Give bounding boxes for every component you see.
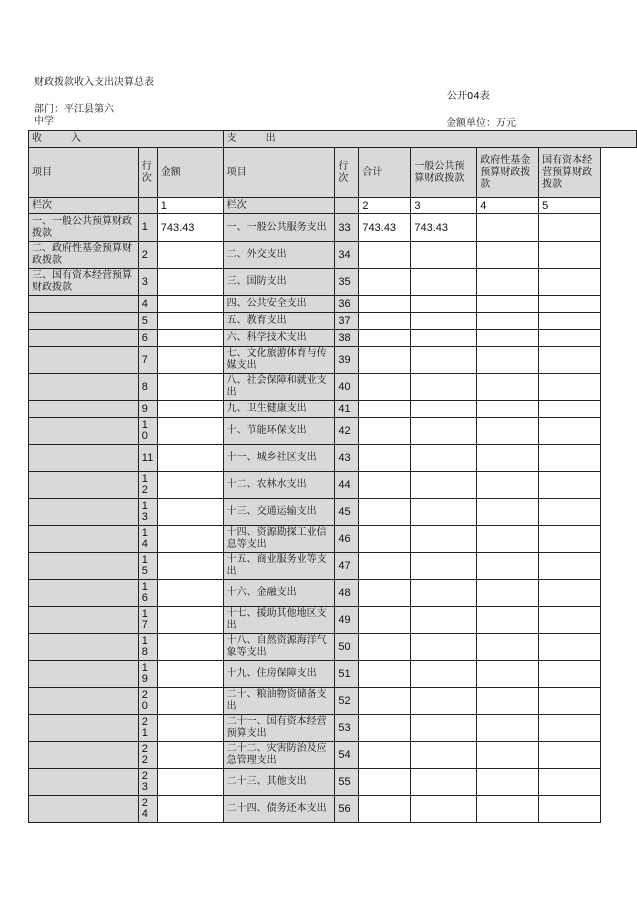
income-row-no-cell: 19 [138, 661, 157, 688]
income-row-no-cell: 8 [138, 374, 157, 401]
table-row [29, 526, 637, 553]
income-item-cell [29, 374, 139, 401]
table-row [29, 347, 637, 374]
total-cell [359, 742, 411, 769]
col-no-amount: 1 [157, 198, 223, 214]
income-item-cell [29, 580, 139, 607]
income-item-cell [29, 769, 139, 796]
state-capital-cell [539, 296, 601, 313]
state-capital-cell [539, 445, 601, 472]
table-row [29, 499, 637, 526]
expense-item-cell: 十、节能环保支出 [223, 418, 335, 445]
income-row-no-cell: 1 [138, 214, 157, 242]
table-row [29, 688, 637, 715]
amount-cell [157, 296, 223, 313]
expense-row-no-cell: 41 [335, 401, 359, 418]
expense-item-cell: 五、教育支出 [223, 313, 335, 330]
expense-item-cell: 十八、自然资源海洋气象等支出 [223, 634, 335, 661]
gov-fund-cell [477, 553, 539, 580]
income-row-no-cell: 16 [138, 580, 157, 607]
table-row [29, 374, 637, 401]
total-cell [359, 374, 411, 401]
expense-item-cell: 三、国防支出 [223, 269, 335, 296]
general-budget-cell [411, 445, 477, 472]
table-row [29, 796, 637, 823]
total-cell [359, 269, 411, 296]
income-row-no-cell: 23 [138, 769, 157, 796]
amount-cell [157, 796, 223, 823]
state-capital-cell [539, 499, 601, 526]
amount-cell [157, 330, 223, 347]
department-label: 部门：平江县第六中学 [34, 104, 114, 127]
table-row [29, 269, 637, 296]
gov-fund-cell [477, 330, 539, 347]
col-no-state-capital: 5 [539, 198, 601, 214]
unit-label: 金额单位：万元 [446, 118, 516, 129]
expense-row-no-cell: 43 [335, 445, 359, 472]
table-row [29, 472, 637, 499]
section-header-row [29, 131, 637, 148]
total-cell [359, 296, 411, 313]
gov-fund-cell [477, 769, 539, 796]
state-capital-cell [539, 526, 601, 553]
state-capital-cell [539, 401, 601, 418]
col-no-gen-budget: 3 [411, 198, 477, 214]
total-cell: 743.43 [359, 214, 411, 242]
general-budget-cell [411, 347, 477, 374]
expense-row-no-cell: 40 [335, 374, 359, 401]
state-capital-cell [539, 214, 601, 242]
gov-fund-cell [477, 634, 539, 661]
expense-row-no-cell: 33 [335, 214, 359, 242]
expense-row-no-cell: 53 [335, 715, 359, 742]
income-item-cell [29, 634, 139, 661]
income-item-cell [29, 418, 139, 445]
expense-row-no-cell: 39 [335, 347, 359, 374]
state-capital-cell [539, 347, 601, 374]
gov-fund-cell [477, 445, 539, 472]
total-cell [359, 715, 411, 742]
table-row [29, 242, 637, 269]
income-row-no-cell: 5 [138, 313, 157, 330]
income-row-no-cell: 3 [138, 269, 157, 296]
gov-fund-cell [477, 296, 539, 313]
income-row-no-cell: 11 [138, 445, 157, 472]
income-item-cell [29, 688, 139, 715]
amount-cell [157, 769, 223, 796]
gov-fund-cell [477, 688, 539, 715]
total-cell [359, 580, 411, 607]
income-row-no-cell: 12 [138, 472, 157, 499]
expense-item-cell: 二、外交支出 [223, 242, 335, 269]
income-row-no-cell: 9 [138, 401, 157, 418]
total-cell [359, 401, 411, 418]
general-budget-cell [411, 526, 477, 553]
gov-fund-cell [477, 661, 539, 688]
expense-item-cell: 十二、农林水支出 [223, 472, 335, 499]
table-row [29, 715, 637, 742]
amount-cell [157, 661, 223, 688]
income-row-no-cell: 4 [138, 296, 157, 313]
amount-cell [157, 242, 223, 269]
column-header-row [29, 148, 637, 198]
total-cell [359, 445, 411, 472]
expense-item-cell: 十四、资源勘探工业信息等支出 [223, 526, 335, 553]
income-row-no-cell: 15 [138, 553, 157, 580]
state-capital-cell [539, 607, 601, 634]
general-budget-cell [411, 418, 477, 445]
general-budget-cell [411, 499, 477, 526]
income-item-cell: 三、国有资本经营预算财政拨款 [29, 269, 139, 296]
income-row-no-cell: 10 [138, 418, 157, 445]
col-no-gov-fund: 4 [477, 198, 539, 214]
income-item-cell [29, 296, 139, 313]
expense-row-no-cell: 35 [335, 269, 359, 296]
expense-row-no-cell: 56 [335, 796, 359, 823]
income-item-cell [29, 742, 139, 769]
col-no-label-2: 栏次 [223, 198, 335, 214]
income-row-no-cell: 18 [138, 634, 157, 661]
table-row [29, 296, 637, 313]
income-item-cell [29, 330, 139, 347]
amount-cell [157, 472, 223, 499]
general-budget-cell [411, 374, 477, 401]
table-row [29, 401, 637, 418]
expense-row-no-cell: 37 [335, 313, 359, 330]
general-budget-cell [411, 580, 477, 607]
income-item-cell [29, 715, 139, 742]
income-row-no-cell: 22 [138, 742, 157, 769]
amount-cell [157, 269, 223, 296]
general-budget-cell [411, 242, 477, 269]
amount-cell [157, 580, 223, 607]
expense-row-no-cell: 38 [335, 330, 359, 347]
amount-cell [157, 526, 223, 553]
table-row [29, 742, 637, 769]
income-item-cell: 二、政府性基金预算财政拨款 [29, 242, 139, 269]
expense-item-cell: 二十三、其他支出 [223, 769, 335, 796]
income-row-no-cell: 21 [138, 715, 157, 742]
col-no-label: 栏次 [29, 198, 139, 214]
income-item-cell [29, 401, 139, 418]
state-capital-cell [539, 769, 601, 796]
total-cell [359, 472, 411, 499]
income-item-cell [29, 445, 139, 472]
table-row [29, 580, 637, 607]
state-capital-cell [539, 688, 601, 715]
expense-row-no-cell: 46 [335, 526, 359, 553]
expense-row-no-cell: 48 [335, 580, 359, 607]
state-capital-cell [539, 634, 601, 661]
general-budget-cell [411, 688, 477, 715]
income-item-cell: 一、一般公共预算财政拨款 [29, 214, 139, 242]
total-cell [359, 796, 411, 823]
general-budget-cell [411, 401, 477, 418]
expense-row-no-cell: 55 [335, 769, 359, 796]
gov-fund-cell [477, 401, 539, 418]
expense-item-cell: 十六、金融支出 [223, 580, 335, 607]
expense-item-cell: 九、卫生健康支出 [223, 401, 335, 418]
income-item-cell [29, 796, 139, 823]
state-capital-cell [539, 553, 601, 580]
expense-row-no-header: 行次 [335, 148, 359, 198]
state-capital-cell [539, 330, 601, 347]
gov-fund-cell [477, 742, 539, 769]
gov-fund-cell [477, 580, 539, 607]
expense-row-no-cell: 50 [335, 634, 359, 661]
state-capital-cell [539, 472, 601, 499]
amount-cell [157, 742, 223, 769]
gov-fund-cell [477, 214, 539, 242]
table-row [29, 214, 637, 242]
total-cell [359, 661, 411, 688]
gov-fund-cell [477, 796, 539, 823]
income-item-cell [29, 347, 139, 374]
income-row-no-cell: 24 [138, 796, 157, 823]
state-capital-cell [539, 580, 601, 607]
expense-row-no-cell: 51 [335, 661, 359, 688]
gov-fund-cell [477, 313, 539, 330]
income-item-cell [29, 607, 139, 634]
total-cell [359, 499, 411, 526]
general-budget-cell [411, 296, 477, 313]
amount-cell [157, 634, 223, 661]
expense-item-cell: 七、文化旅游体育与传媒支出 [223, 347, 335, 374]
total-cell [359, 634, 411, 661]
income-row-no-cell: 2 [138, 242, 157, 269]
gov-fund-cell [477, 526, 539, 553]
total-cell [359, 607, 411, 634]
table-row [29, 553, 637, 580]
income-row-no-cell: 6 [138, 330, 157, 347]
state-capital-cell [539, 313, 601, 330]
expense-row-no-cell: 52 [335, 688, 359, 715]
income-row-no-cell: 17 [138, 607, 157, 634]
state-capital-cell [539, 418, 601, 445]
income-row-no-cell: 13 [138, 499, 157, 526]
income-item-cell [29, 472, 139, 499]
expense-item-cell: 十九、住房保障支出 [223, 661, 335, 688]
expense-item-cell: 二十四、债务还本支出 [223, 796, 335, 823]
state-capital-cell [539, 374, 601, 401]
gov-fund-header: 政府性基金预算财政拨款 [477, 148, 539, 198]
general-budget-cell [411, 472, 477, 499]
gov-fund-cell [477, 242, 539, 269]
table-row [29, 445, 637, 472]
income-row-no-cell: 20 [138, 688, 157, 715]
amount-cell [157, 418, 223, 445]
expense-item-cell: 十七、援助其他地区支出 [223, 607, 335, 634]
state-capital-cell [539, 796, 601, 823]
total-cell [359, 769, 411, 796]
expense-item-cell: 二十、粮油物资储备支出 [223, 688, 335, 715]
table-row [29, 330, 637, 347]
income-item-cell [29, 499, 139, 526]
state-capital-header: 国有资本经营预算财政拨款 [539, 148, 601, 198]
expense-row-no-cell: 36 [335, 296, 359, 313]
general-budget-cell [411, 313, 477, 330]
general-budget-cell [411, 553, 477, 580]
table-row [29, 634, 637, 661]
amount-cell [157, 499, 223, 526]
total-cell [359, 242, 411, 269]
general-budget-cell [411, 634, 477, 661]
gov-fund-cell [477, 499, 539, 526]
expense-item-cell: 十一、城乡社区支出 [223, 445, 335, 472]
general-budget-cell [411, 715, 477, 742]
amount-cell [157, 374, 223, 401]
income-row-no-header: 行次 [138, 148, 157, 198]
state-capital-cell [539, 269, 601, 296]
gov-fund-cell [477, 269, 539, 296]
expense-row-no-cell: 34 [335, 242, 359, 269]
expense-row-no-cell: 45 [335, 499, 359, 526]
total-cell [359, 688, 411, 715]
total-cell [359, 330, 411, 347]
expense-item-cell: 二十一、国有资本经营预算支出 [223, 715, 335, 742]
expense-item-cell: 二十二、灾害防治及应急管理支出 [223, 742, 335, 769]
total-cell [359, 553, 411, 580]
general-budget-cell [411, 742, 477, 769]
gov-fund-cell [477, 347, 539, 374]
expense-row-no-cell: 47 [335, 553, 359, 580]
total-cell [359, 526, 411, 553]
state-capital-cell [539, 661, 601, 688]
income-section-header: 收 入 [29, 131, 224, 148]
gov-fund-cell [477, 715, 539, 742]
expense-item-cell: 十三、交通运输支出 [223, 499, 335, 526]
col-no-total: 2 [359, 198, 411, 214]
amount-cell: 743.43 [157, 214, 223, 242]
table-row [29, 313, 637, 330]
general-budget-header: 一般公共预算财政拨款 [411, 148, 477, 198]
amount-cell [157, 688, 223, 715]
appropriation-table [28, 130, 637, 823]
amount-cell [157, 313, 223, 330]
total-header: 合计 [359, 148, 411, 198]
amount-cell [157, 607, 223, 634]
amount-header: 金额 [157, 148, 223, 198]
gov-fund-cell [477, 374, 539, 401]
income-row-no-cell: 7 [138, 347, 157, 374]
gov-fund-cell [477, 607, 539, 634]
general-budget-cell [411, 330, 477, 347]
gov-fund-cell [477, 472, 539, 499]
general-budget-cell [411, 661, 477, 688]
expense-item-cell: 四、公共安全支出 [223, 296, 335, 313]
column-number-row [29, 198, 637, 214]
income-item-cell [29, 526, 139, 553]
gov-fund-cell [477, 418, 539, 445]
table-row [29, 418, 637, 445]
income-item-cell [29, 313, 139, 330]
expense-item-cell: 一、一般公共服务支出 [223, 214, 335, 242]
general-budget-cell [411, 607, 477, 634]
expense-row-no-cell: 44 [335, 472, 359, 499]
income-row-no-cell: 14 [138, 526, 157, 553]
general-budget-cell [411, 269, 477, 296]
amount-cell [157, 553, 223, 580]
income-item-cell [29, 553, 139, 580]
table-row [29, 769, 637, 796]
expense-row-no-cell: 49 [335, 607, 359, 634]
table-row [29, 661, 637, 688]
state-capital-cell [539, 242, 601, 269]
expense-section-header: 支 出 [223, 131, 636, 148]
expense-item-cell: 八、社会保障和就业支出 [223, 374, 335, 401]
expense-row-no-cell: 42 [335, 418, 359, 445]
income-item-header: 项目 [29, 148, 139, 198]
amount-cell [157, 401, 223, 418]
form-number: 公开04表 [447, 91, 490, 102]
amount-cell [157, 347, 223, 374]
table-row [29, 607, 637, 634]
income-item-cell [29, 661, 139, 688]
page-title: 财政拨款收入支出决算总表 [34, 77, 154, 88]
state-capital-cell [539, 715, 601, 742]
expense-item-header: 项目 [223, 148, 335, 198]
expense-item-cell: 十五、商业服务业等支出 [223, 553, 335, 580]
general-budget-cell [411, 769, 477, 796]
total-cell [359, 418, 411, 445]
general-budget-cell [411, 796, 477, 823]
amount-cell [157, 445, 223, 472]
total-cell [359, 347, 411, 374]
total-cell [359, 313, 411, 330]
expense-row-no-cell: 54 [335, 742, 359, 769]
general-budget-cell: 743.43 [411, 214, 477, 242]
expense-item-cell: 六、科学技术支出 [223, 330, 335, 347]
amount-cell [157, 715, 223, 742]
state-capital-cell [539, 742, 601, 769]
